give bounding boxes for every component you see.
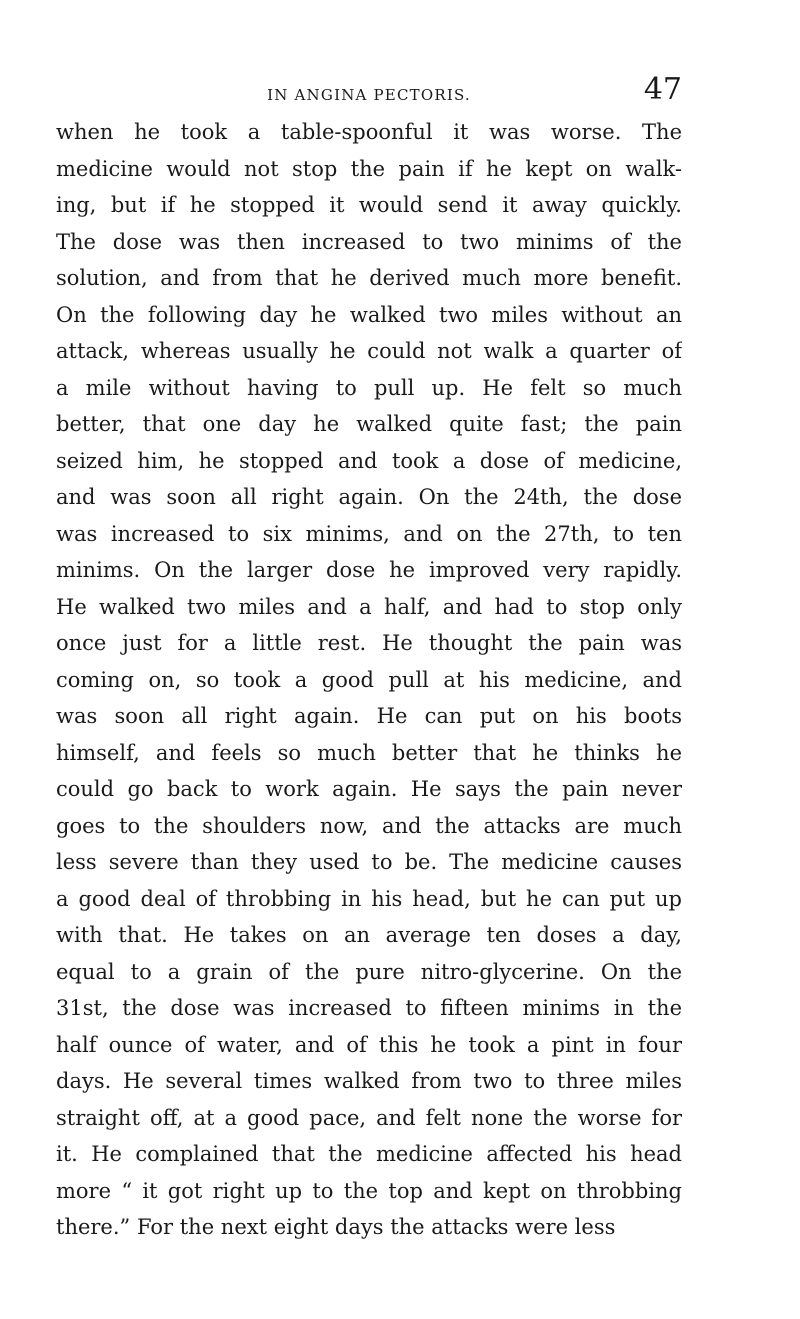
text-line: when he took a table-spoonful it was worse. The <box>56 120 682 144</box>
text-line: a good deal of throbbing in his head, but he can put up <box>56 886 682 911</box>
text-line: goes to the shoulders now, and the attacks are much <box>56 813 682 838</box>
running-head-title: IN ANGINA PECTORIS. <box>267 86 471 104</box>
text-line: straight off, at a good pace, and felt none the worse for <box>56 1105 682 1130</box>
text-line: minims. On the larger dose he improved very rapidly. <box>56 558 682 582</box>
text-line: He walked two miles and a half, and had to stop only <box>56 594 682 619</box>
text-line: coming on, so took a good pull at his medicine, and <box>56 667 682 692</box>
text-line: there.” For the next eight days the attacks were less <box>56 1215 616 1239</box>
text-line: better, that one day he walked quite fast; the pain <box>56 412 682 436</box>
text-line: medicine would not stop the pain if he kept on walk- <box>56 156 682 181</box>
text-line: was soon all right again. He can put on his boots <box>56 704 682 728</box>
running-header <box>56 72 682 112</box>
page-number: 47 <box>643 72 682 107</box>
body-text <box>56 114 682 1246</box>
text-line: was increased to six minims, and on the 27th, to ten <box>56 521 682 546</box>
text-line: and was soon all right again. On the 24th, the dose <box>56 485 682 509</box>
text-line: it. He complained that the medicine affected his head <box>56 1142 682 1166</box>
text-line: could go back to work again. He says the pain never <box>56 777 682 801</box>
text-line: a mile without having to pull up. He felt so much <box>56 375 682 400</box>
text-line: 31st, the dose was increased to fifteen minims in the <box>56 996 682 1020</box>
text-line: days. He several times walked from two to three miles <box>56 1069 682 1093</box>
text-line: equal to a grain of the pure nitro-glycerine. On the <box>56 959 682 984</box>
text-line: ing, but if he stopped it would send it away quickly. <box>56 193 682 217</box>
text-line: solution, and from that he derived much more benefit. <box>56 266 682 290</box>
text-line: more “ it got right up to the top and kept on throbbing <box>56 1178 682 1203</box>
text-line: The dose was then increased to two minims of the <box>56 229 682 254</box>
text-line: attack, whereas usually he could not walk a quarter of <box>56 339 682 363</box>
text-line: On the following day he walked two miles without an <box>56 302 682 327</box>
text-line: less severe than they used to be. The medicine causes <box>56 850 682 874</box>
text-line: once just for a little rest. He thought the pain was <box>56 631 682 655</box>
text-line: himself, and feels so much better that he thinks he <box>56 740 682 765</box>
text-line: with that. He takes on an average ten doses a day, <box>56 923 682 947</box>
text-line: seized him, he stopped and took a dose of medicine, <box>56 448 682 473</box>
text-line: half ounce of water, and of this he took a pint in four <box>56 1032 682 1057</box>
